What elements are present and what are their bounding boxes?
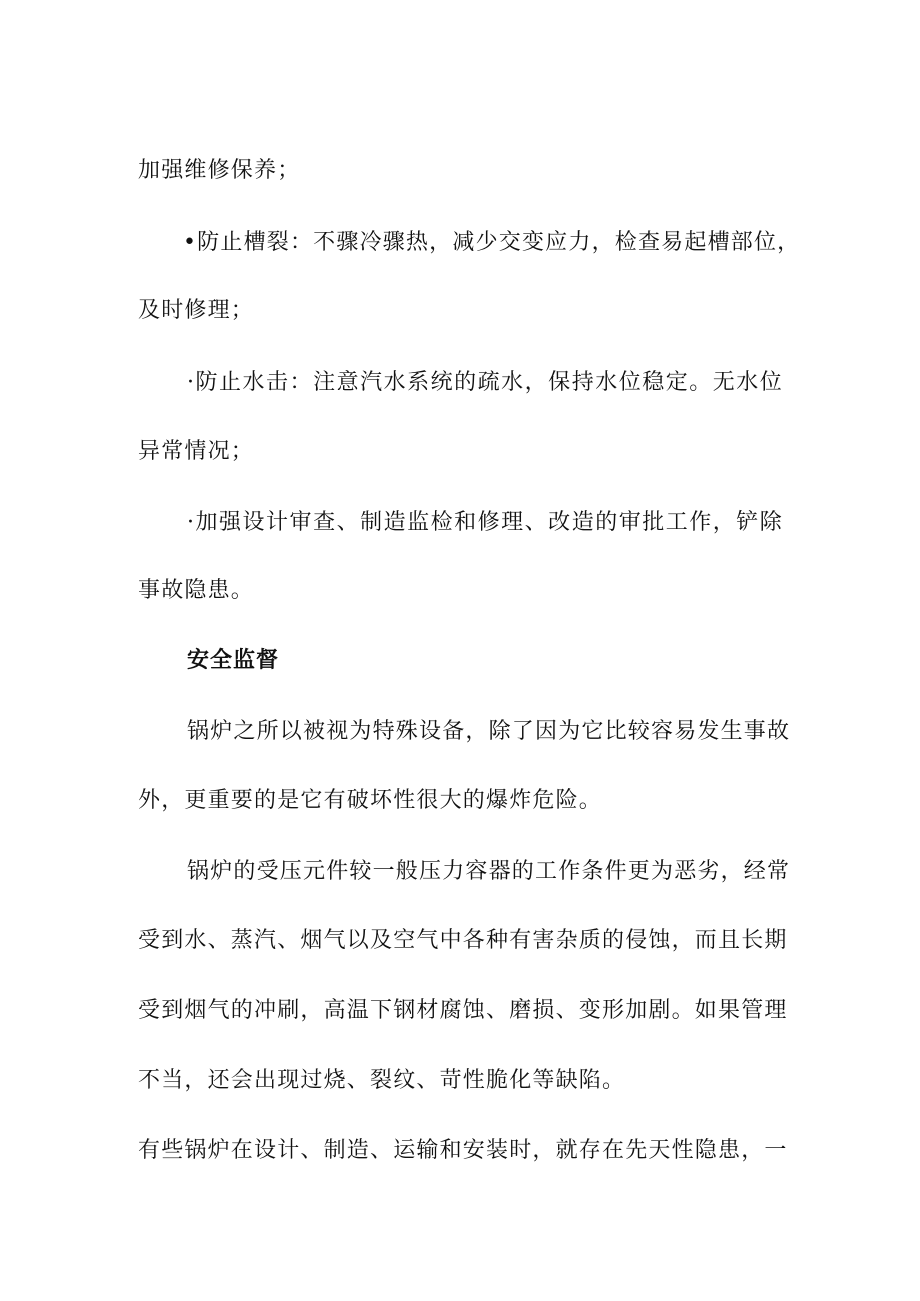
text-line: 及时修理； — [138, 298, 255, 323]
bullet-item-design-review: ·加强设计审查、制造监检和修理、改造的审批工作，铲除 — [187, 510, 783, 535]
paragraph-line: 有些锅炉在设计、制造、运输和安装时，就存在先天性隐患，一 — [138, 1138, 788, 1163]
paragraph-line: 受到水、蒸汽、烟气以及空气中各种有害杂质的侵蚀，而且长期 — [138, 928, 788, 953]
text-line: 事故隐患。 — [138, 578, 255, 603]
paragraph-line: 不当，还会出现过烧、裂纹、苛性脆化等缺陷。 — [138, 1068, 626, 1093]
bullet-item-groove-crack: •防止槽裂：不骤冷骤热，减少交变应力，检查易起槽部位， — [183, 230, 801, 255]
text-line: 异常情况； — [138, 439, 255, 464]
paragraph-line: 受到烟气的冲刷，高温下钢材腐蚀、磨损、变形加剧。如果管理 — [138, 998, 788, 1023]
text-line: 加强维修保养； — [138, 158, 301, 183]
paragraph-line: 锅炉之所以被视为特殊设备，除了因为它比较容易发生事故 — [187, 719, 791, 744]
section-heading: 安全监督 — [187, 648, 280, 673]
paragraph-line: 锅炉的受压元件较一般压力容器的工作条件更为恶劣，经常 — [187, 859, 791, 884]
bullet-item-water-hammer: ·防止水击：注意汽水系统的疏水，保持水位稳定。无水位 — [187, 370, 783, 395]
paragraph-line: 外，更重要的是它有破坏性很大的爆炸危险。 — [138, 788, 603, 813]
